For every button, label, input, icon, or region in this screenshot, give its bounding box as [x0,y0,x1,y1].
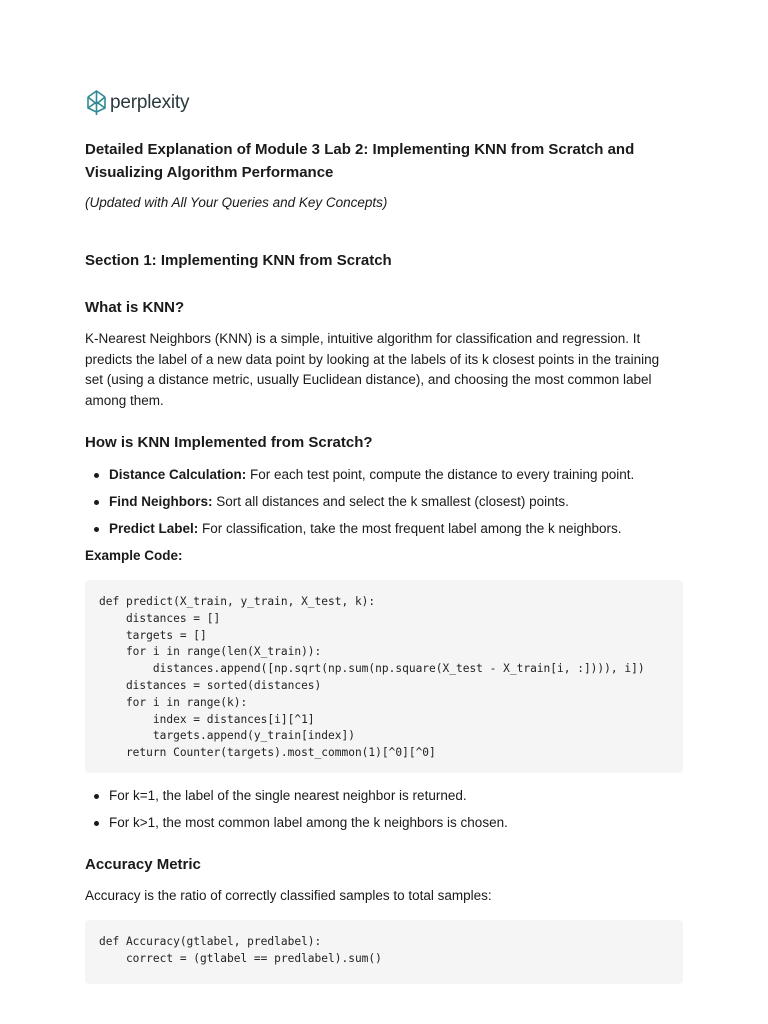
list-item-text: For classification, take the most frequent label among the k neighbors. [198,521,622,536]
example-code-label: Example Code: [85,548,183,563]
list-item-text: Sort all distances and select the k smallest (closest) points. [212,494,569,509]
list-item-term: Distance Calculation: [109,467,247,482]
brand-logo [85,90,189,116]
what-is-knn-paragraph: K-Nearest Neighbors (KNN) is a simple, intuitive algorithm for classification and regression. It predicts the label of a new data point by looking at the labels of its k closest points in the training set (using a distance metric, usually Euclidean distance), and choosing the most common label among them. [85,331,660,408]
accuracy-paragraph: Accuracy is the ratio of correctly classified samples to total samples: [85,888,492,903]
code-block-predict: def predict(X_train, y_train, X_test, k): distances = [] targets = [] for i in range(len(X_train)): distances.append([np.sqrt(np.sum(np.square(X_test - X_train[i, :]))), i]) distances = sorted(distances) for i in range(k): index = distances[i][^1] targets.append(y_train[index]) return Counter(targets).most_common(1)[^0][^0] [85,580,683,773]
list-item-term: Find Neighbors: [109,494,213,509]
code-block-accuracy: def Accuracy(gtlabel, predlabel): correct = (gtlabel == predlabel).sum() [85,920,683,984]
how-implemented-heading: How is KNN Implemented from Scratch? [85,434,373,451]
list-item [85,465,683,492]
list-item-term: Predict Label: [109,521,199,536]
list-item [85,492,683,519]
list-item-text: For each test point, compute the distance to every training point. [246,467,635,482]
implementation-steps-list [85,465,683,546]
list-item [85,519,683,546]
list-item: For k=1, the label of the single nearest neighbor is returned. [85,786,683,813]
section-heading: Section 1: Implementing KNN from Scratch [85,252,392,269]
document-subtitle: (Updated with All Your Queries and Key Concepts) [85,195,388,210]
document-title: Detailed Explanation of Module 3 Lab 2: Implementing KNN from Scratch and Visualizing Algorithm Performance [85,141,635,181]
accuracy-heading: Accuracy Metric [85,856,201,873]
what-is-knn-heading: What is KNN? [85,299,185,316]
list-item: For k>1, the most common label among the k neighbors is chosen. [85,813,683,840]
brand-name: perplexity [110,92,190,113]
perplexity-logo-icon [85,90,108,116]
k-notes-list [85,786,683,840]
